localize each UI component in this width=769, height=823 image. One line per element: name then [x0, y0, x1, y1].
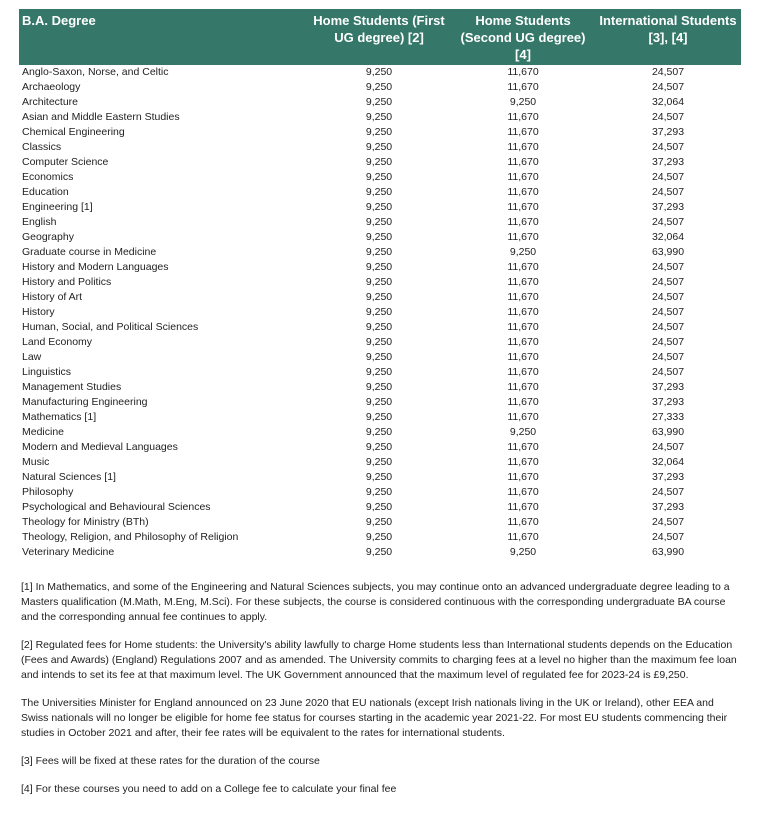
degree-name: Economics: [22, 171, 74, 183]
table-row: [19, 545, 741, 560]
home-first-fee: 9,250: [365, 426, 393, 438]
degree-name: Modern and Medieval Languages: [22, 441, 178, 453]
footnote-1: [1] In Mathematics, and some of the Engineering and Natural Sciences subjects, you may continue onto an advanced undergraduate degree leading to a Masters qualification (M.Math, M.Eng, M.Sci). For these subjects, the course is considered continuous with the corresponding undergraduate BA course and the corresponding annual fee continues to apply.: [21, 581, 730, 623]
footnotes: [21, 580, 743, 810]
degree-name: Linguistics: [22, 366, 72, 378]
table-row: [19, 275, 741, 290]
home-first-fee: 9,250: [365, 231, 393, 243]
table-row: [19, 365, 741, 380]
home-first-fee: 9,250: [365, 201, 393, 213]
home-second-fee: 11,670: [507, 501, 539, 513]
table-row: [19, 305, 741, 320]
degree-name: Computer Science: [22, 156, 109, 168]
home-second-fee: 11,670: [507, 276, 539, 288]
degree-name: Psychological and Behavioural Sciences: [22, 501, 211, 513]
international-fee: 24,507: [651, 66, 685, 78]
international-fee: 24,507: [651, 141, 685, 153]
header-home-second: Home Students (Second UG degree) [4]: [460, 13, 586, 62]
degree-name: Theology, Religion, and Philosophy of Religion: [22, 531, 239, 543]
international-fee: 24,507: [651, 276, 685, 288]
table-row: [19, 200, 741, 215]
header-international: International Students [3], [4]: [599, 13, 737, 45]
degree-name: Philosophy: [22, 486, 74, 498]
home-second-fee: 11,670: [507, 261, 539, 273]
degree-name: Law: [22, 351, 42, 363]
home-first-fee: 9,250: [365, 126, 393, 138]
home-second-fee: 11,670: [507, 456, 539, 468]
table-row: [19, 410, 741, 425]
degree-name: Natural Sciences [1]: [22, 471, 116, 483]
degree-name: Veterinary Medicine: [22, 546, 115, 558]
table-row: [19, 320, 741, 335]
home-first-fee: 9,250: [365, 111, 393, 123]
home-second-fee: 11,670: [507, 531, 539, 543]
header-degree: B.A. Degree: [22, 13, 96, 28]
home-first-fee: 9,250: [365, 471, 393, 483]
international-fee: 24,507: [651, 111, 685, 123]
home-second-fee: 9,250: [509, 246, 537, 258]
home-first-fee: 9,250: [365, 351, 393, 363]
degree-name: Management Studies: [22, 381, 122, 393]
international-fee: 37,293: [651, 396, 685, 408]
table-row: [19, 80, 741, 95]
international-fee: 63,990: [651, 426, 685, 438]
international-fee: 37,293: [651, 201, 685, 213]
home-second-fee: 11,670: [507, 231, 539, 243]
home-second-fee: 11,670: [507, 306, 539, 318]
international-fee: 32,064: [651, 231, 685, 243]
header-row: [19, 9, 741, 65]
home-first-fee: 9,250: [365, 66, 393, 78]
home-first-fee: 9,250: [365, 81, 393, 93]
international-fee: 24,507: [651, 171, 685, 183]
international-fee: 24,507: [651, 441, 685, 453]
home-first-fee: 9,250: [365, 246, 393, 258]
home-second-fee: 11,670: [507, 156, 539, 168]
international-fee: 37,293: [651, 381, 685, 393]
degree-name: Archaeology: [22, 81, 81, 93]
home-first-fee: 9,250: [365, 321, 393, 333]
degree-name: Mathematics [1]: [22, 411, 97, 423]
home-second-fee: 11,670: [507, 201, 539, 213]
home-second-fee: 11,670: [507, 66, 539, 78]
home-second-fee: 11,670: [507, 441, 539, 453]
international-fee: 37,293: [651, 156, 685, 168]
home-first-fee: 9,250: [365, 291, 393, 303]
home-second-fee: 11,670: [507, 111, 539, 123]
table-row: [19, 395, 741, 410]
home-first-fee: 9,250: [365, 276, 393, 288]
international-fee: 27,333: [651, 411, 685, 423]
home-first-fee: 9,250: [365, 261, 393, 273]
table-row: [19, 125, 741, 140]
international-fee: 24,507: [651, 351, 685, 363]
home-second-fee: 11,670: [507, 126, 539, 138]
table-row: [19, 380, 741, 395]
home-second-fee: 11,670: [507, 336, 539, 348]
home-first-fee: 9,250: [365, 531, 393, 543]
degree-name: Chemical Engineering: [22, 126, 125, 138]
table-row: [19, 425, 741, 440]
table-row: [19, 440, 741, 455]
home-first-fee: 9,250: [365, 366, 393, 378]
degree-name: History and Politics: [22, 276, 112, 288]
degree-name: Music: [22, 456, 50, 468]
home-second-fee: 11,670: [507, 381, 539, 393]
international-fee: 37,293: [651, 126, 685, 138]
home-second-fee: 9,250: [509, 426, 537, 438]
home-first-fee: 9,250: [365, 381, 393, 393]
home-first-fee: 9,250: [365, 456, 393, 468]
degree-name: History of Art: [22, 291, 83, 303]
home-second-fee: 11,670: [507, 486, 539, 498]
international-fee: 24,507: [651, 261, 685, 273]
degree-name: Education: [22, 186, 69, 198]
international-fee: 24,507: [651, 81, 685, 93]
home-first-fee: 9,250: [365, 546, 393, 558]
degree-name: Land Economy: [22, 336, 93, 348]
home-first-fee: 9,250: [365, 141, 393, 153]
table-row: [19, 485, 741, 500]
home-first-fee: 9,250: [365, 186, 393, 198]
home-first-fee: 9,250: [365, 441, 393, 453]
international-fee: 24,507: [651, 216, 685, 228]
table-row: [19, 185, 741, 200]
home-second-fee: 11,670: [507, 411, 539, 423]
home-second-fee: 11,670: [507, 516, 539, 528]
table-body: [19, 65, 741, 560]
home-second-fee: 9,250: [509, 546, 537, 558]
header-home-first: Home Students (First UG degree) [2]: [313, 13, 445, 45]
fees-table: [19, 9, 741, 560]
home-second-fee: 11,670: [507, 291, 539, 303]
table-row: [19, 230, 741, 245]
international-fee: 24,507: [651, 486, 685, 498]
international-fee: 63,990: [651, 246, 685, 258]
home-second-fee: 11,670: [507, 216, 539, 228]
degree-name: Engineering [1]: [22, 201, 93, 213]
table-row: [19, 455, 741, 470]
footnote-eu: The Universities Minister for England announced on 23 June 2020 that EU nationals (except Irish nationals living in the UK or Ireland), other EEA and Swiss nationals will no longer be eligible for home fee status for courses starting in the academic year 2021-22. For most EU students commencing their studies in October 2021 and after, their fee rates will be equivalent to the rates for international students.: [21, 697, 728, 739]
home-first-fee: 9,250: [365, 306, 393, 318]
international-fee: 24,507: [651, 186, 685, 198]
degree-name: Classics: [22, 141, 62, 153]
degree-name: Asian and Middle Eastern Studies: [22, 111, 180, 123]
home-first-fee: 9,250: [365, 396, 393, 408]
degree-name: History: [22, 306, 55, 318]
home-second-fee: 9,250: [509, 96, 537, 108]
footnote-2: [2] Regulated fees for Home students: the University's ability lawfully to charge Home students less than International students depends on the Education (Fees and Awards) (England) Regulations 2007 and as amended. The University commits to charging fees at a level no higher than the maximum fee loan and intends to set its fee at that maximum level. The UK Government announced that the maximum level of regulated fee for 2023-24 is £9,250.: [21, 639, 737, 681]
home-second-fee: 11,670: [507, 351, 539, 363]
home-first-fee: 9,250: [365, 486, 393, 498]
home-second-fee: 11,670: [507, 171, 539, 183]
home-first-fee: 9,250: [365, 336, 393, 348]
international-fee: 32,064: [651, 96, 685, 108]
table-row: [19, 140, 741, 155]
home-first-fee: 9,250: [365, 171, 393, 183]
footnote-4: [4] For these courses you need to add on a College fee to calculate your final fee: [21, 783, 397, 795]
home-first-fee: 9,250: [365, 411, 393, 423]
degree-name: Architecture: [22, 96, 79, 108]
table-row: [19, 470, 741, 485]
international-fee: 24,507: [651, 291, 685, 303]
degree-name: Manufacturing Engineering: [22, 396, 148, 408]
degree-name: Graduate course in Medicine: [22, 246, 157, 258]
table-row: [19, 110, 741, 125]
table-row: [19, 95, 741, 110]
degree-name: Anglo-Saxon, Norse, and Celtic: [22, 66, 169, 78]
table-row: [19, 335, 741, 350]
table-row: [19, 155, 741, 170]
table-row: [19, 290, 741, 305]
table-row: [19, 350, 741, 365]
international-fee: 24,507: [651, 306, 685, 318]
international-fee: 37,293: [651, 471, 685, 483]
degree-name: History and Modern Languages: [22, 261, 169, 273]
home-second-fee: 11,670: [507, 81, 539, 93]
home-second-fee: 11,670: [507, 186, 539, 198]
home-second-fee: 11,670: [507, 141, 539, 153]
home-first-fee: 9,250: [365, 501, 393, 513]
home-second-fee: 11,670: [507, 471, 539, 483]
home-first-fee: 9,250: [365, 516, 393, 528]
international-fee: 24,507: [651, 321, 685, 333]
degree-name: English: [22, 216, 57, 228]
home-second-fee: 11,670: [507, 321, 539, 333]
degree-name: Geography: [22, 231, 74, 243]
table-row: [19, 530, 741, 545]
home-first-fee: 9,250: [365, 96, 393, 108]
international-fee: 24,507: [651, 366, 685, 378]
table-row: [19, 245, 741, 260]
table-row: [19, 170, 741, 185]
international-fee: 63,990: [651, 546, 685, 558]
international-fee: 32,064: [651, 456, 685, 468]
international-fee: 37,293: [651, 501, 685, 513]
home-second-fee: 11,670: [507, 396, 539, 408]
table-row: [19, 515, 741, 530]
international-fee: 24,507: [651, 531, 685, 543]
degree-name: Human, Social, and Political Sciences: [22, 321, 199, 333]
table-row: [19, 260, 741, 275]
international-fee: 24,507: [651, 336, 685, 348]
table-row: [19, 65, 741, 80]
home-first-fee: 9,250: [365, 216, 393, 228]
table-header: [19, 9, 741, 65]
footnote-3: [3] Fees will be fixed at these rates for the duration of the course: [21, 755, 320, 767]
international-fee: 24,507: [651, 516, 685, 528]
home-second-fee: 11,670: [507, 366, 539, 378]
home-first-fee: 9,250: [365, 156, 393, 168]
table-row: [19, 500, 741, 515]
degree-name: Theology for Ministry (BTh): [22, 516, 149, 528]
table-row: [19, 215, 741, 230]
degree-name: Medicine: [22, 426, 65, 438]
